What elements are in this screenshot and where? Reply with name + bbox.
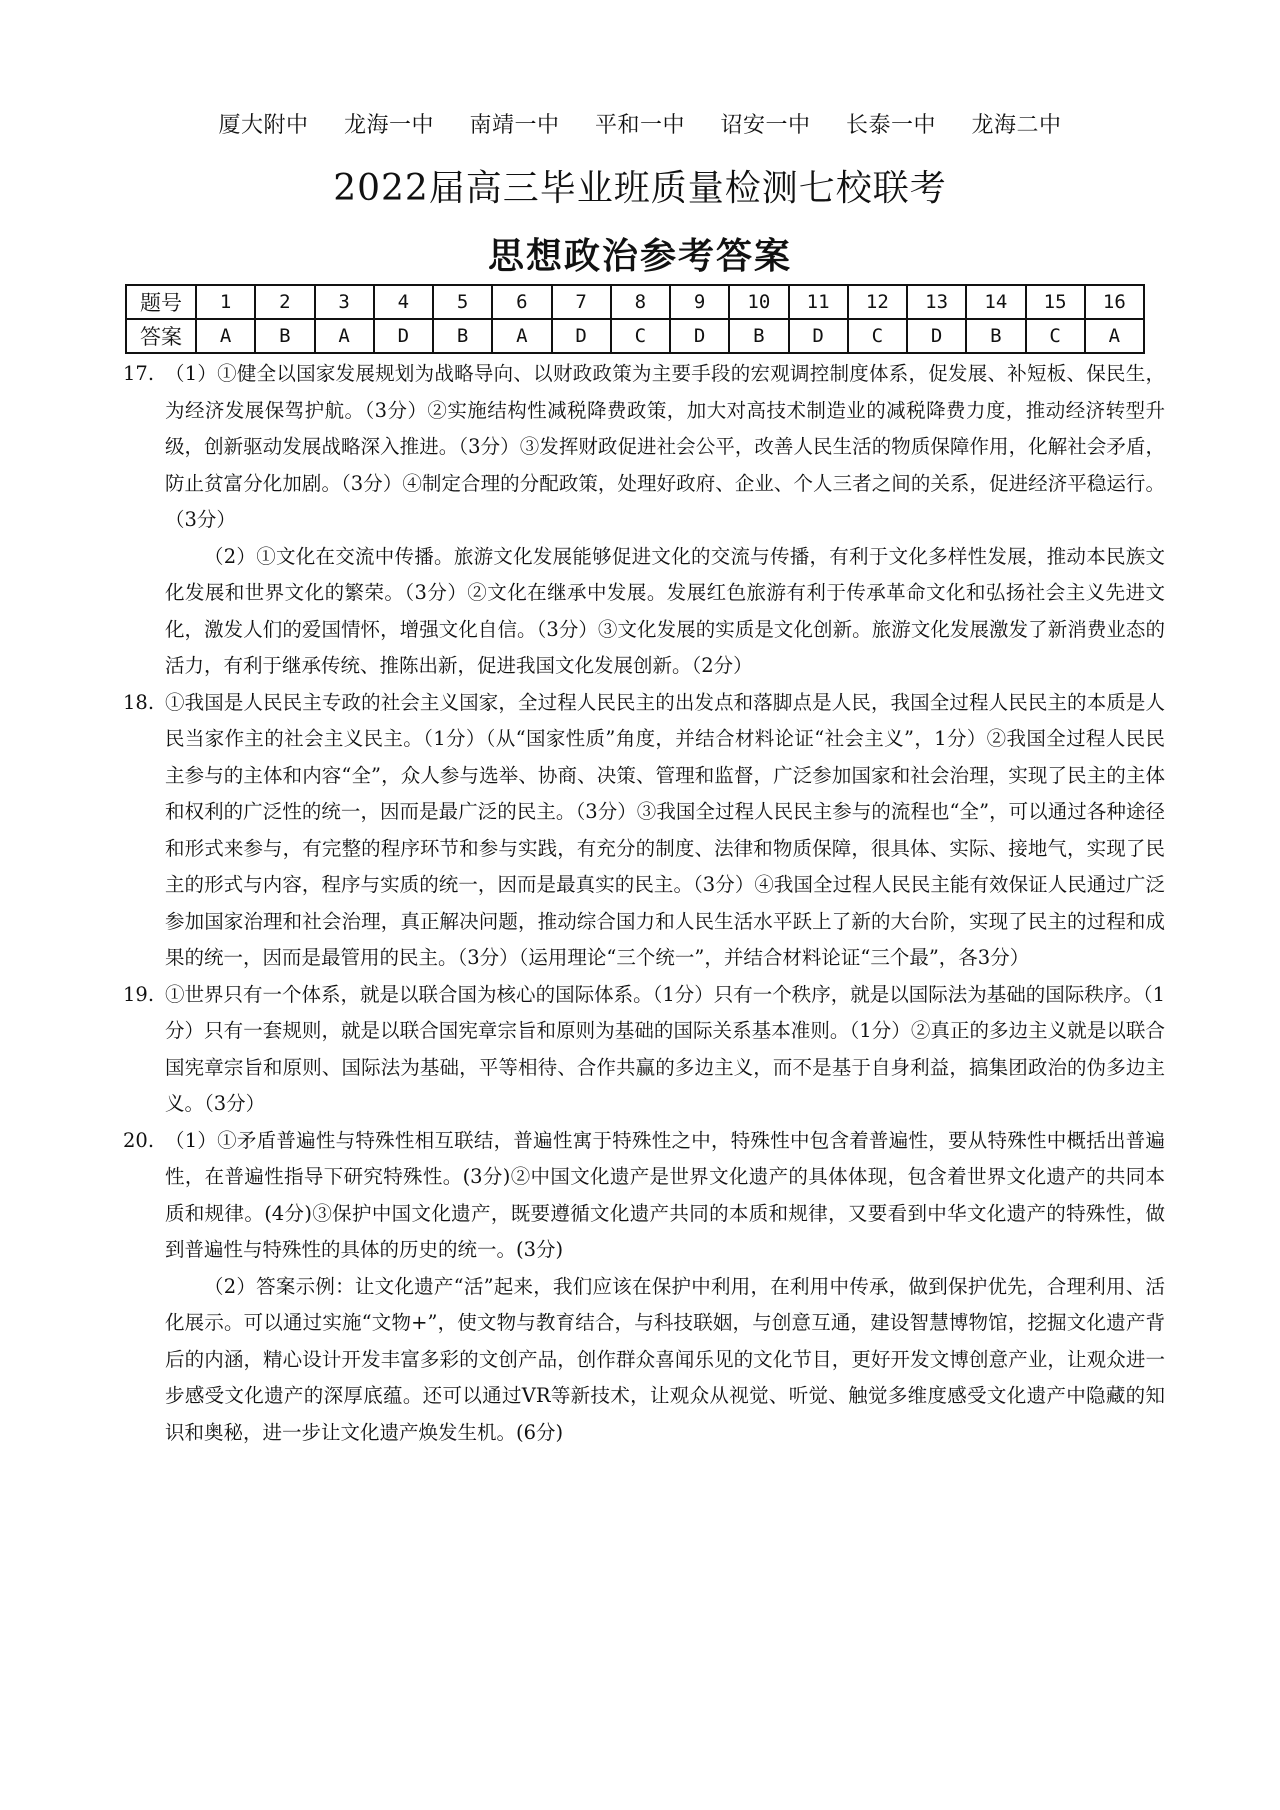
question-number-cell: 13 <box>907 285 966 319</box>
question-number-row <box>126 285 1144 319</box>
answer-cell: C <box>611 319 670 353</box>
answer-cell: D <box>670 319 729 353</box>
row-label-answer: 答案 <box>126 319 196 353</box>
question-number-cell: 16 <box>1085 285 1144 319</box>
answer-cell: A <box>492 319 551 353</box>
question-17-part-1: （1）①健全以国家发展规划为战略导向、以财政政策为主要手段的宏观调控制度体系，促发展、补短板、保民生，为经济发展保驾护航。（3分）②实施结构性减税降费政策，加大对高技术制造业的减税降费力度，推动经济转型升级，创新驱动发展战略深入推进。（3分）③发挥财政促进社会公平，改善人民生活的物质保障作用，化解社会矛盾，防止贫富分化加剧。（3分）④制定合理的分配政策，处理好政府、企业、个人三者之间的关系，促进经济平稳运行。（3分） <box>165 362 1165 531</box>
question-number-cell: 1 <box>196 285 255 319</box>
question-19 <box>125 977 1165 1123</box>
question-number-cell: 6 <box>492 285 551 319</box>
answer-table <box>125 284 1145 354</box>
question-number-cell: 7 <box>552 285 611 319</box>
question-number-cell: 11 <box>789 285 848 319</box>
answer-cell: A <box>1085 319 1144 353</box>
school-name: 长泰一中 <box>846 113 937 138</box>
question-number-cell: 8 <box>611 285 670 319</box>
school-name: 平和一中 <box>594 113 685 138</box>
answer-body <box>125 356 1165 1451</box>
question-18 <box>125 685 1165 977</box>
question-number: 20. <box>123 1128 155 1152</box>
school-list <box>0 108 1280 139</box>
school-name: 诏安一中 <box>720 113 811 138</box>
answer-cell: B <box>255 319 314 353</box>
answer-key-title: 思想政治参考答案 <box>487 235 792 277</box>
question-number-cell: 10 <box>729 285 788 319</box>
question-number: 19. <box>123 982 155 1006</box>
answer-cell: B <box>966 319 1025 353</box>
question-20-part-2: （2）答案示例：让文化遗产“活”起来，我们应该在保护中利用，在利用中传承，做到保护优先，合理利用、活化展示。可以通过实施“文物+”，使文物与教育结合，与科技联姻，与创意互通，建设智慧博物馆，挖掘文化遗产背后的内涵，精心设计开发丰富多彩的文创产品，创作群众喜闻乐见的文化节目，更好开发文博创意产业，让观众进一步感受文化遗产的深厚底蕴。还可以通过VR等新技术，让观众从视觉、听觉、触觉多维度感受文化遗产中隐藏的知识和奥秘，进一步让文化遗产焕发生机。(6分) <box>165 1274 1165 1444</box>
answer-cell: D <box>907 319 966 353</box>
answer-cell: D <box>789 319 848 353</box>
answer-cell: D <box>552 319 611 353</box>
question-number-cell: 4 <box>374 285 433 319</box>
answer-cell: A <box>315 319 374 353</box>
answer-cell: C <box>1026 319 1085 353</box>
exam-title: 2022届高三毕业班质量检测七校联考 <box>333 168 947 209</box>
question-number: 18. <box>123 690 155 714</box>
question-number-cell: 3 <box>315 285 374 319</box>
row-label-question-number: 题号 <box>126 285 196 319</box>
answer-cell: C <box>848 319 907 353</box>
school-name: 南靖一中 <box>469 113 560 138</box>
question-17 <box>125 356 1165 685</box>
school-name: 厦大附中 <box>218 113 309 138</box>
question-number: 17. <box>123 362 155 385</box>
question-20-part-1: （1）①矛盾普遍性与特殊性相互联结，普遍性寓于特殊性之中，特殊性中包含着普遍性，要从特殊性中概括出普遍性，在普遍性指导下研究特殊性。(3分)②中国文化遗产是世界文化遗产的具体体现，包含着世界文化遗产的共同本质和规律。(4分)③保护中国文化遗产，既要遵循文化遗产共同的本质和规律，又要看到中华文化遗产的特殊性，做到普遍性与特殊性的具体的历史的统一。(3分) <box>165 1128 1165 1261</box>
question-18-answer: ①我国是人民民主专政的社会主义国家，全过程人民民主的出发点和落脚点是人民，我国全过程人民民主的本质是人民当家作主的社会主义民主。（1分）（从“国家性质”角度，并结合材料论证“社会主义”，1分）②我国全过程人民民主参与的主体和内容“全”，众人参与选举、协商、决策、管理和监督，广泛参加国家和社会治理，实现了民主的主体和权利的广泛性的统一，因而是最广泛的民主。（3分）③我国全过程人民民主参与的流程也“全”，可以通过各种途径和形式来参与，有完整的程序环节和参与实践，有充分的制度、法律和物质保障，很具体、实际、接地气，实现了民主的形式与内容，程序与实质的统一，因而是最真实的民主。（3分）④我国全过程人民民主能有效保证人民通过广泛参加国家治理和社会治理，真正解决问题，推动综合国力和人民生活水平跃上了新的大台阶，实现了民主的过程和成果的统一，因而是最管用的民主。（3分）（运用理论“三个统一”，并结合材料论证“三个最”，各3分） <box>165 690 1165 969</box>
answer-row <box>126 319 1144 353</box>
answer-cell: D <box>374 319 433 353</box>
answer-cell: A <box>196 319 255 353</box>
question-17-part-2: （2）①文化在交流中传播。旅游文化发展能够促进文化的交流与传播，有利于文化多样性发展，推动本民族文化发展和世界文化的繁荣。（3分）②文化在继承中发展。发展红色旅游有利于传承革命文化和弘扬社会主义先进文化，激发人们的爱国情怀，增强文化自信。（3分）③文化发展的实质是文化创新。旅游文化发展激发了新消费业态的活力，有利于继承传统、推陈出新，促进我国文化发展创新。（2分） <box>165 544 1165 677</box>
question-19-answer: ①世界只有一个体系，就是以联合国为核心的国际体系。（1分）只有一个秩序，就是以国际法为基础的国际秩序。（1分）只有一套规则，就是以联合国宪章宗旨和原则为基础的国际关系基本准则。（1分）②真正的多边主义就是以联合国宪章宗旨和原则、国际法为基础，平等相待、合作共赢的多边主义，而不是基于自身利益，搞集团政治的伪多边主义。（3分） <box>165 982 1165 1115</box>
question-number-cell: 2 <box>255 285 314 319</box>
question-number-cell: 9 <box>670 285 729 319</box>
school-name: 龙海二中 <box>971 113 1062 138</box>
question-20 <box>125 1123 1165 1452</box>
school-name: 龙海一中 <box>343 113 434 138</box>
question-number-cell: 15 <box>1026 285 1085 319</box>
question-number-cell: 5 <box>433 285 492 319</box>
answer-cell: B <box>729 319 788 353</box>
answer-cell: B <box>433 319 492 353</box>
question-number-cell: 14 <box>966 285 1025 319</box>
question-number-cell: 12 <box>848 285 907 319</box>
